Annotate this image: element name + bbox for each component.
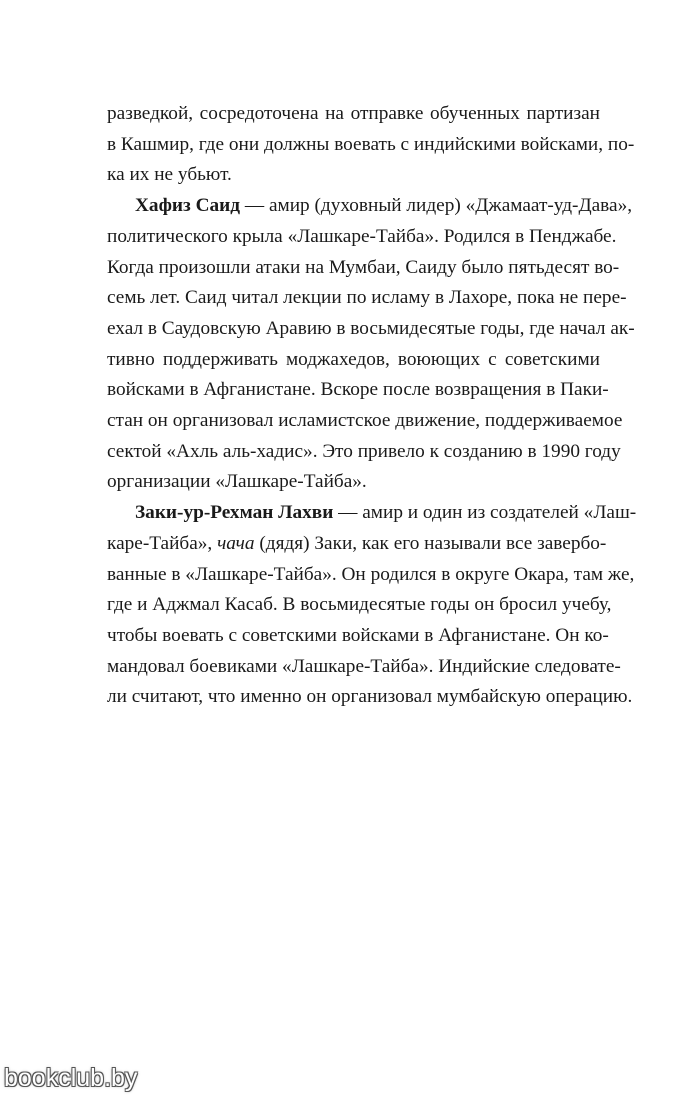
text-line: ехал в Саудовскую Аравию в восьмидесятые годы, где начал ак-: [107, 317, 635, 339]
term-name: Хафиз Саид: [135, 195, 241, 217]
text-line: каре-Тайба», чача (дядя) Заки, как его называли все завербо-: [107, 532, 607, 554]
text-line: чтобы воевать с советскими войсками в Афганистане. Он ко-: [107, 624, 609, 646]
text-line: мандовал боевиками «Лашкаре-Тайба». Индийские следовате-: [107, 655, 621, 677]
text-line: разведкой, сосредоточена на отправке обученных партизан: [107, 103, 600, 124]
text-line: ли считают, что именно он организовал мумбайскую операцию.: [107, 686, 633, 708]
text-line: Когда произошли атаки на Мумбаи, Саиду было пятьдесят во-: [107, 256, 620, 278]
body-text: [107, 99, 637, 713]
text-line: политического крыла «Лашкаре-Тайба». Родился в Пенджабе.: [107, 225, 617, 247]
term-name: Заки-ур-Рехман Лахви: [135, 502, 334, 524]
italic-word: чача: [217, 532, 255, 554]
text-line: тивно поддерживать моджахедов, воюющих с советскими: [107, 348, 600, 370]
text-line: Заки-ур-Рехман Лахви — амир и один из создателей «Лаш-: [135, 502, 637, 524]
text-line: войсками в Афганистане. Вскоре после возвращения в Паки-: [107, 379, 609, 401]
text-line: сектой «Ахль аль-хадис». Это привело к созданию в 1990 году: [107, 440, 621, 462]
text-line: где и Аджмал Касаб. В восьмидесятые годы он бросил учебу,: [107, 594, 612, 616]
text-line: ванные в «Лашкаре-Тайба». Он родился в округе Окара, там же,: [107, 563, 635, 585]
text-line: Хафиз Саид — амир (духовный лидер) «Джамаат-уд-Дава»,: [135, 195, 633, 217]
watermark: bookclub.by: [4, 1064, 138, 1092]
text-line: стан он организовал исламистское движение, поддерживаемое: [107, 410, 623, 432]
text-line: семь лет. Саид читал лекции по исламу в Лахоре, пока не пере-: [107, 287, 627, 309]
text-line: ка их не убьют.: [107, 164, 232, 186]
text-line: организации «Лашкаре-Тайба».: [107, 471, 367, 493]
text-line: в Кашмир, где они должны воевать с индийскими войсками, по-: [107, 133, 635, 155]
